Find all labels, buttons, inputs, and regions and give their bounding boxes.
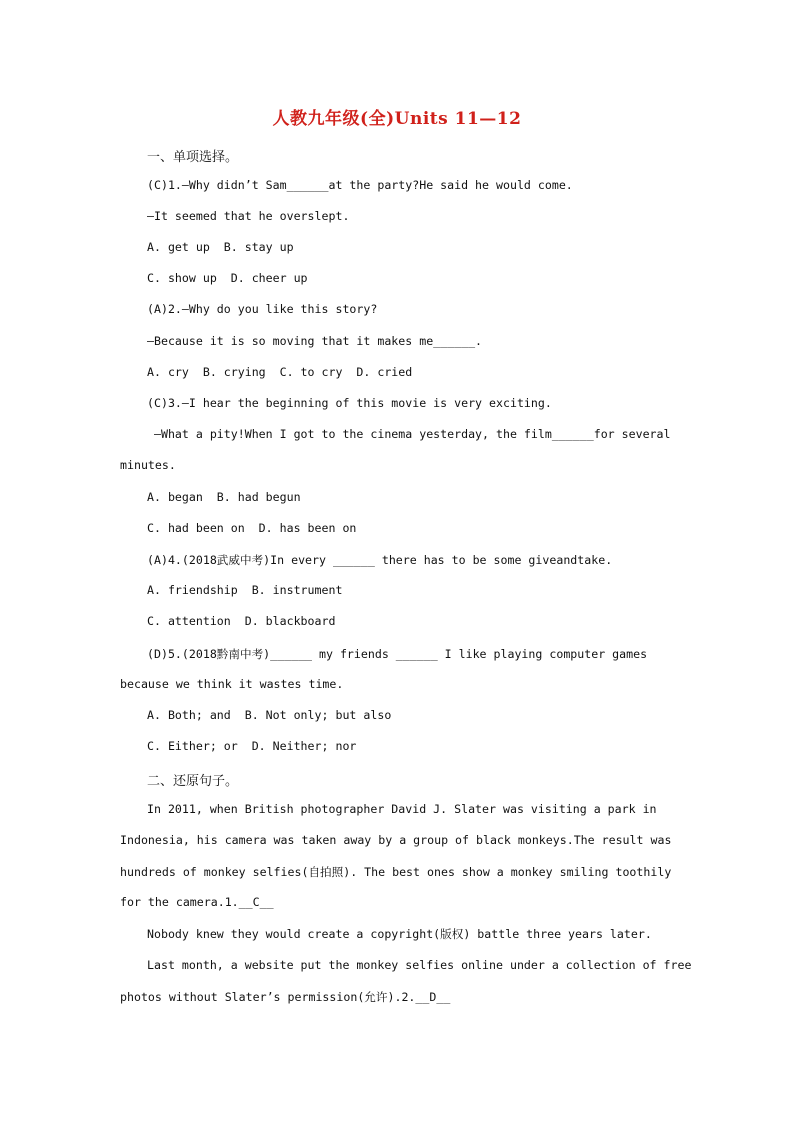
question-4-options-ab: A. friendship B. instrument (147, 583, 343, 597)
section-heading-choice: 一、单项选择。 (147, 150, 239, 165)
passage-paragraph1-line4: for the camera.1.__C__ (120, 895, 274, 909)
question-3-options-ab: A. began B. had begun (147, 490, 301, 504)
question-5-options-cd: C. Either; or D. Neither; nor (147, 739, 357, 753)
question-2-reply: —Because it is so moving that it makes me______. (147, 334, 483, 348)
question-5-stem-line1: (D)5.(2018黔南中考)______ my friends ______ I like playing computer games (147, 647, 648, 661)
question-2-stem: (A)2.—Why do you like this story? (147, 302, 378, 316)
passage-paragraph3-line2: photos without Slater’s permission(允许).2.__D__ (120, 990, 451, 1004)
question-3-reply-line1: —What a pity!When I got to the cinema yesterday, the film______for several (147, 427, 671, 441)
question-3-reply-line2: minutes. (120, 458, 176, 472)
passage-paragraph1-line2: Indonesia, his camera was taken away by a group of black monkeys.The result was (120, 833, 672, 847)
question-2-options: A. cry B. crying C. to cry D. cried (147, 365, 413, 379)
section-heading-restore: 二、还原句子。 (147, 774, 239, 789)
question-1-options-ab: A. get up B. stay up (147, 240, 294, 254)
question-1-options-cd: C. show up D. cheer up (147, 271, 308, 285)
passage-paragraph1-line1: In 2011, when British photographer David J. Slater was visiting a park in (147, 802, 657, 816)
passage-paragraph3-line1: Last month, a website put the monkey selfies online under a collection of free (147, 958, 692, 972)
question-4-stem: (A)4.(2018武威中考)In every ______ there has to be some giveandtake. (147, 553, 613, 567)
question-3-stem: (C)3.—I hear the beginning of this movie is very exciting. (147, 396, 552, 410)
document-title: 人教九年级(全)Units 11—12 (272, 109, 522, 129)
question-4-options-cd: C. attention D. blackboard (147, 614, 336, 628)
question-1-stem: (C)1.—Why didn’t Sam______at the party?He said he would come. (147, 178, 573, 192)
passage-paragraph2: Nobody knew they would create a copyright(版权) battle three years later. (147, 927, 652, 941)
question-3-options-cd: C. had been on D. has been on (147, 521, 357, 535)
question-5-options-ab: A. Both; and B. Not only; but also (147, 708, 392, 722)
passage-paragraph1-line3: hundreds of monkey selfies(自拍照). The best ones show a monkey smiling toothily (120, 865, 672, 879)
question-1-reply: —It seemed that he overslept. (147, 209, 350, 223)
question-5-stem-line2: because we think it wastes time. (120, 677, 344, 691)
